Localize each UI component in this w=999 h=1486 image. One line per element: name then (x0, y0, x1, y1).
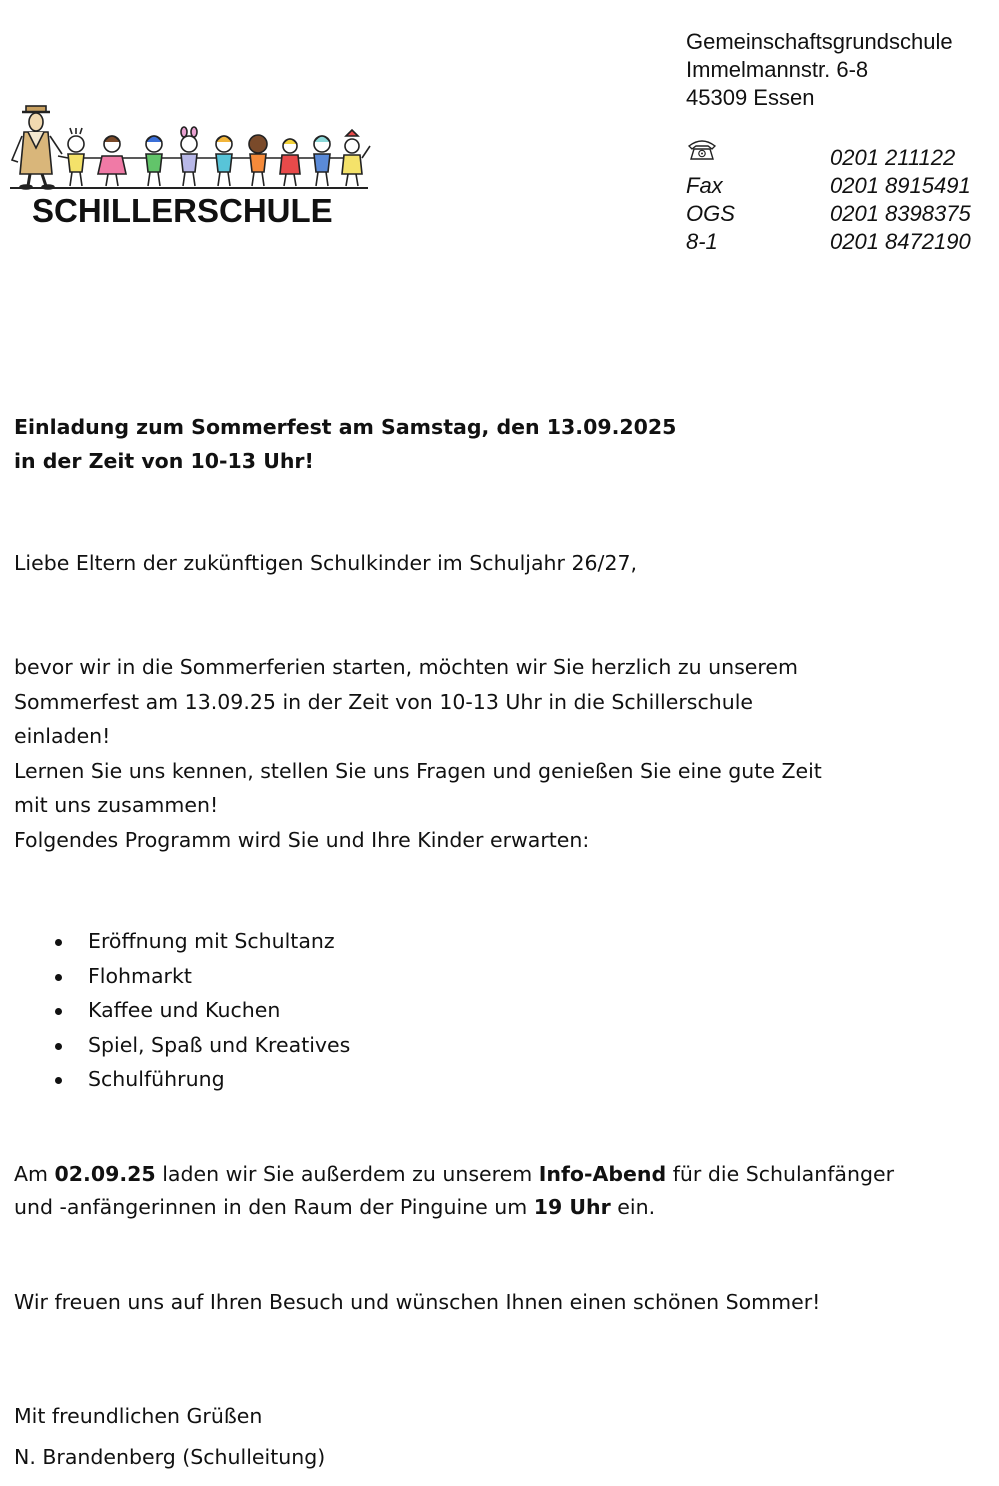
phone-row (686, 140, 991, 172)
eight-one-number: 0201 8472190 (830, 229, 971, 254)
phone-number: 0201 211122 (830, 145, 956, 170)
children-holding-hands-illustration (6, 100, 378, 195)
fax-label: Fax (686, 173, 723, 198)
body-line-3: einladen! (14, 724, 111, 748)
fax-row (686, 172, 991, 200)
child-figure (314, 136, 330, 186)
child-figure (98, 136, 126, 186)
fax-number: 0201 8915491 (830, 173, 971, 198)
school-name-logo: SCHILLERSCHULE (32, 192, 333, 229)
child-figure (181, 127, 197, 186)
child-figure (249, 135, 267, 186)
address-line-2: Immelmannstr. 6-8 (686, 57, 869, 82)
child-figure (68, 128, 84, 186)
info-event: Info-Abend (538, 1162, 667, 1186)
eight-one-row (686, 228, 991, 256)
list-item: Spiel, Spaß und Kreatives (0, 1028, 350, 1063)
heading-line-1: Einladung zum Sommerfest am Samstag, den 13.09.2025 (14, 415, 677, 439)
school-logo (6, 100, 378, 230)
info-line-2: und -anfängerinnen in den Raum der Pinguine um 19 Uhr ein. (14, 1195, 656, 1219)
info-date: 02.09.25 (54, 1162, 156, 1186)
ogs-label: OGS (686, 201, 735, 226)
list-item: Eröffnung mit Schultanz (0, 924, 350, 959)
child-figure (216, 136, 232, 186)
child-figure (280, 139, 300, 186)
bullet-icon (55, 1008, 62, 1015)
child-figure (342, 130, 370, 186)
invitation-heading (14, 410, 676, 478)
greeting: Mit freundlichen Grüßen (14, 1404, 263, 1428)
bullet-icon (55, 939, 62, 946)
bullet-icon (55, 1043, 62, 1050)
body-line-6: Folgendes Programm wird Sie und Ihre Kinder erwarten: (14, 827, 590, 852)
bullet-icon (55, 974, 62, 981)
list-item: Flohmarkt (0, 959, 350, 994)
body-line-1: bevor wir in die Sommerferien starten, möchten wir Sie herzlich zu unserem (14, 655, 798, 679)
list-item: Kaffee und Kuchen (0, 993, 350, 1028)
telephone-icon (686, 138, 718, 169)
contact-numbers (686, 140, 991, 256)
body-line-5: mit uns zusammen! (14, 793, 219, 817)
child-figure (146, 136, 162, 186)
ogs-row (686, 200, 991, 228)
signature: N. Brandenberg (Schulleitung) (14, 1445, 326, 1469)
list-item: Schulführung (0, 1062, 350, 1097)
address-line-3: 45309 Essen (686, 85, 815, 110)
closing-sentence: Wir freuen uns auf Ihren Besuch und wünschen Ihnen einen schönen Sommer! (14, 1290, 821, 1314)
bullet-icon (55, 1077, 62, 1084)
heading-line-2: in der Zeit von 10-13 Uhr! (14, 449, 314, 473)
info-time: 19 Uhr (533, 1195, 611, 1219)
eight-one-label: 8-1 (686, 229, 718, 254)
address-line-1: Gemeinschaftsgrundschule (686, 29, 953, 54)
body-line-2: Sommerfest am 13.09.25 in der Zeit von 10-13 Uhr in die Schillerschule (14, 689, 754, 714)
body-line-4: Lernen Sie uns kennen, stellen Sie uns Fragen und genießen Sie eine gute Zeit (14, 758, 822, 783)
info-line-1: Am 02.09.25 laden wir Sie außerdem zu unserem Info-Abend für die Schulanfänger (14, 1162, 895, 1186)
ogs-number: 0201 8398375 (830, 201, 971, 226)
school-address (686, 28, 953, 112)
program-list (0, 924, 350, 1097)
adult-figure (12, 106, 62, 189)
info-evening-paragraph (14, 1158, 894, 1224)
body-paragraph (14, 650, 822, 857)
salutation: Liebe Eltern der zukünftigen Schulkinder im Schuljahr 26/27, (14, 551, 638, 575)
